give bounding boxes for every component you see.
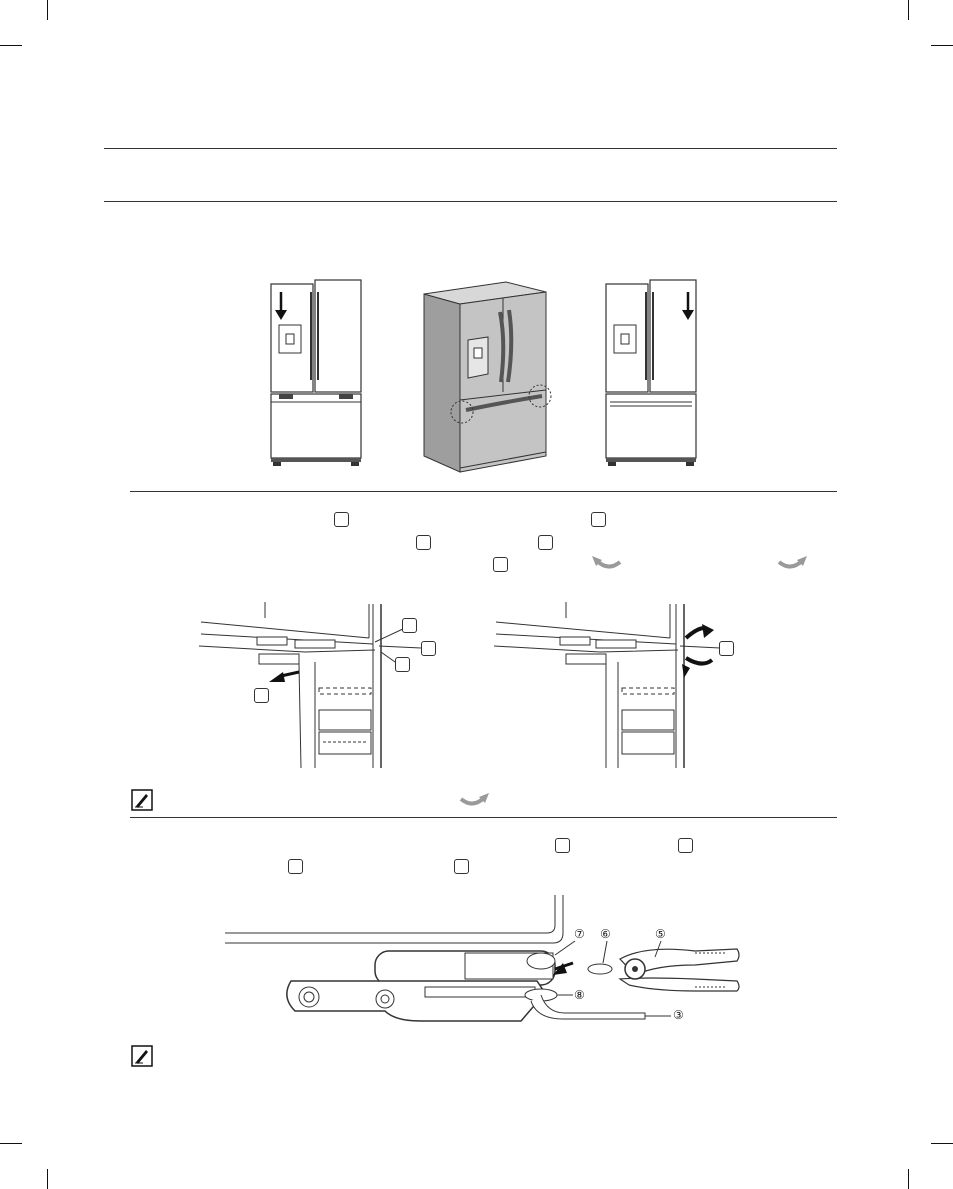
callout-8: ⑧ bbox=[574, 988, 585, 1002]
callout-box bbox=[421, 641, 436, 656]
callout-box bbox=[454, 859, 469, 874]
callout-box bbox=[678, 838, 693, 853]
crop-mark bbox=[0, 1143, 22, 1144]
crop-mark bbox=[908, 0, 909, 20]
callout-box bbox=[288, 859, 303, 874]
callout-box bbox=[719, 641, 734, 656]
section-divider-2 bbox=[130, 817, 837, 818]
crop-mark bbox=[0, 45, 22, 46]
fridge-left-illustration bbox=[265, 280, 365, 470]
callout-box bbox=[591, 512, 606, 527]
hinge-pliers-illustration bbox=[225, 895, 745, 1035]
note-icon bbox=[131, 789, 153, 811]
rotate-counterclockwise-icon bbox=[592, 556, 624, 572]
rotate-clockwise-icon bbox=[457, 793, 489, 809]
callout-box bbox=[555, 838, 570, 853]
callout-box bbox=[395, 657, 410, 672]
callout-5: ⑤ bbox=[655, 927, 666, 941]
rotate-clockwise-icon bbox=[775, 556, 807, 572]
fridge-center-illustration bbox=[420, 282, 550, 474]
crop-mark bbox=[47, 0, 48, 20]
callout-6: ⑥ bbox=[600, 927, 611, 941]
hinge-view-right-illustration bbox=[490, 602, 725, 768]
callout-3: ③ bbox=[673, 1008, 684, 1022]
callout-box bbox=[538, 535, 553, 550]
callout-box bbox=[416, 535, 431, 550]
callout-box bbox=[254, 688, 269, 703]
section-divider-1 bbox=[130, 491, 837, 492]
fridge-right-illustration bbox=[600, 280, 700, 470]
crop-mark bbox=[908, 1169, 909, 1189]
callout-box bbox=[334, 512, 349, 527]
crop-mark bbox=[931, 1143, 953, 1144]
crop-mark bbox=[47, 1169, 48, 1189]
callout-7: ⑦ bbox=[574, 927, 585, 941]
callout-box bbox=[402, 618, 417, 633]
note-icon bbox=[131, 1045, 153, 1067]
header-rule-top bbox=[104, 148, 837, 149]
header-rule-bottom bbox=[104, 201, 837, 202]
callout-box bbox=[493, 557, 508, 572]
crop-mark bbox=[931, 45, 953, 46]
